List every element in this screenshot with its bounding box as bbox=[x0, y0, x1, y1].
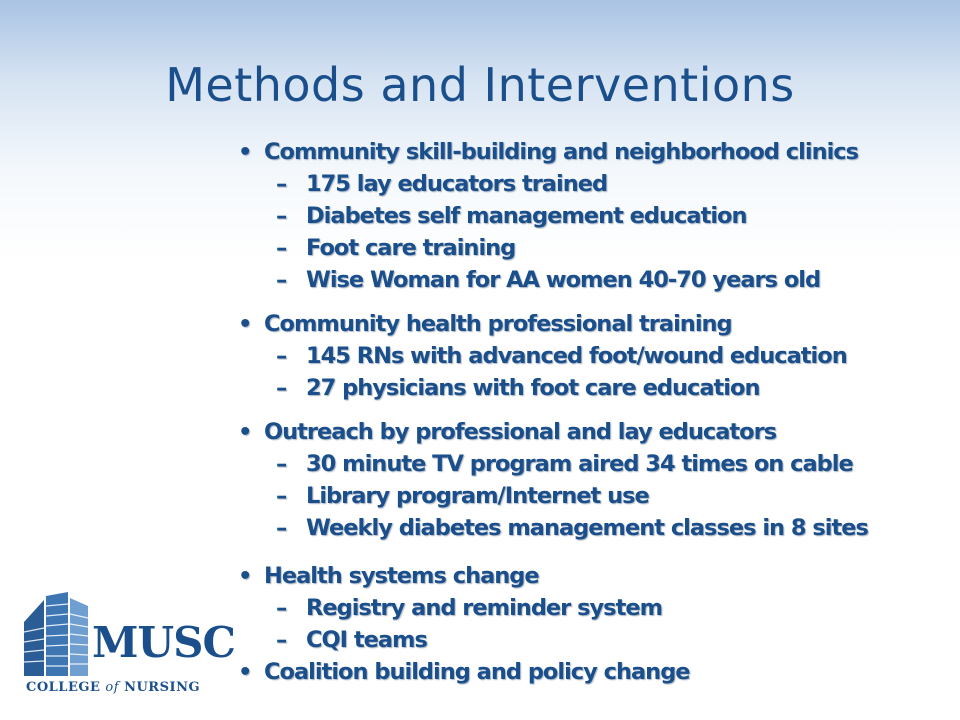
dash-marker: – bbox=[276, 627, 287, 653]
bullet-marker: • bbox=[238, 139, 252, 165]
bullet-text: Outreach by professional and lay educators bbox=[264, 419, 777, 445]
dash-marker: – bbox=[276, 451, 287, 477]
sub-bullet-item bbox=[236, 168, 936, 200]
sub-bullet-text: Foot care training bbox=[306, 235, 516, 261]
bullet-marker: • bbox=[238, 419, 252, 445]
sub-bullet-text: Registry and reminder system bbox=[306, 595, 663, 621]
building-icon bbox=[22, 592, 92, 676]
bullet-text: Health systems change bbox=[264, 563, 539, 589]
bullet-group-coalition bbox=[236, 656, 936, 688]
sub-bullet-item bbox=[236, 448, 936, 480]
bullet-group-outreach bbox=[236, 416, 936, 544]
bullet-item bbox=[236, 560, 936, 592]
sub-bullet-text: 27 physicians with foot care education bbox=[306, 375, 760, 401]
bullet-marker: • bbox=[238, 563, 252, 589]
bullet-marker: • bbox=[238, 311, 252, 337]
dash-marker: – bbox=[276, 235, 287, 261]
dash-marker: – bbox=[276, 515, 287, 541]
sub-bullet-text: Wise Woman for AA women 40-70 years old bbox=[306, 267, 821, 293]
dash-marker: – bbox=[276, 203, 287, 229]
bullet-item bbox=[236, 416, 936, 448]
bullet-marker: • bbox=[238, 659, 252, 685]
sub-bullet-text: 30 minute TV program aired 34 times on cable bbox=[306, 451, 853, 477]
sub-bullet-text: Library program/Internet use bbox=[306, 483, 649, 509]
bullet-item bbox=[236, 136, 936, 168]
logo-subtitle: COLLEGE of NURSING bbox=[26, 680, 201, 695]
musc-logo bbox=[22, 592, 235, 702]
sub-bullet-item bbox=[236, 512, 936, 544]
sub-bullet-item bbox=[236, 372, 936, 404]
sub-bullet-text: Weekly diabetes management classes in 8 sites bbox=[306, 515, 868, 541]
sub-bullet-text: CQI teams bbox=[306, 627, 427, 653]
sub-bullet-item bbox=[236, 480, 936, 512]
sub-bullet-text: Diabetes self management education bbox=[306, 203, 747, 229]
bullet-group-health-systems bbox=[236, 560, 936, 656]
bullet-text: Community skill-building and neighborhood clinics bbox=[264, 139, 859, 165]
sub-bullet-text: 145 RNs with advanced foot/wound education bbox=[306, 343, 847, 369]
dash-marker: – bbox=[276, 267, 287, 293]
slide-title: Methods and Interventions bbox=[165, 58, 795, 112]
bullet-text: Community health professional training bbox=[264, 311, 732, 337]
dash-marker: – bbox=[276, 483, 287, 509]
sub-bullet-item bbox=[236, 232, 936, 264]
sub-bullet-item bbox=[236, 340, 936, 372]
sub-bullet-text: 175 lay educators trained bbox=[306, 171, 608, 197]
bullet-item bbox=[236, 308, 936, 340]
dash-marker: – bbox=[276, 171, 287, 197]
logo-wordmark: MUSC bbox=[92, 618, 235, 667]
bullet-text: Coalition building and policy change bbox=[264, 659, 690, 685]
dash-marker: – bbox=[276, 343, 287, 369]
bullet-group-community-skill bbox=[236, 136, 936, 296]
bullet-list bbox=[236, 136, 936, 700]
sub-bullet-item bbox=[236, 592, 936, 624]
sub-bullet-item bbox=[236, 200, 936, 232]
bullet-item bbox=[236, 656, 936, 688]
sub-bullet-item bbox=[236, 264, 936, 296]
bullet-group-professional-training bbox=[236, 308, 936, 404]
dash-marker: – bbox=[276, 595, 287, 621]
dash-marker: – bbox=[276, 375, 287, 401]
sub-bullet-item bbox=[236, 624, 936, 656]
